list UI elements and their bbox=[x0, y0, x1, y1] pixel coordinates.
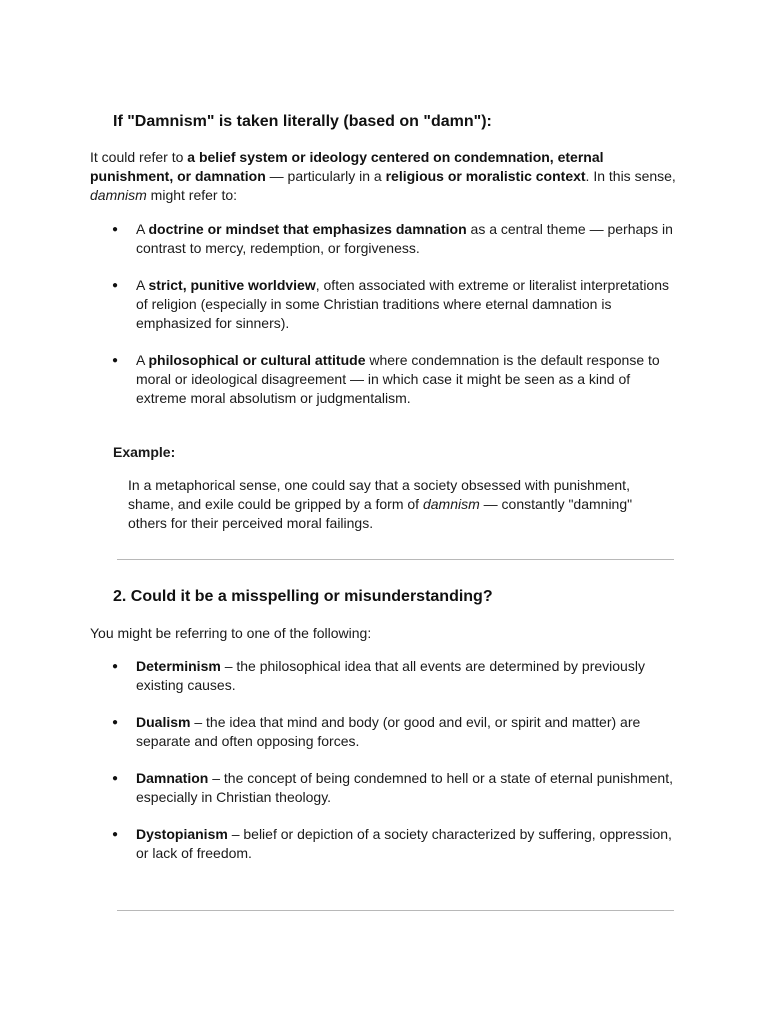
list-item bbox=[112, 657, 682, 695]
list-item-text: , often associated with extreme or literalist interpretations of religion (especially in some Christian traditions where eternal damnation is emphasized for sinners). bbox=[136, 277, 670, 331]
list-item-prefix: A bbox=[136, 277, 149, 293]
intro-bold-2: religious or moralistic context bbox=[385, 168, 586, 184]
list-item-text: – the idea that mind and body (or good and evil, or spirit and matter) are separate and often opposing forces. bbox=[136, 714, 641, 749]
intro-text-3: . In this sense, bbox=[585, 168, 676, 184]
example-paragraph bbox=[128, 476, 648, 533]
list-item bbox=[112, 713, 682, 751]
list-item-term: philosophical or cultural attitude bbox=[148, 352, 366, 368]
list-item-term: doctrine or mindset that emphasizes damnation bbox=[148, 221, 467, 237]
example-text-1: In a metaphorical sense, one could say that a society obsessed with punishment, shame, and exile could be gripped by a form of bbox=[128, 477, 630, 512]
list-item bbox=[112, 825, 682, 863]
list-item-term: Determinism bbox=[136, 658, 221, 674]
list-item-prefix: A bbox=[136, 221, 149, 237]
intro-bold-1: a belief system or ideology centered on condemnation, eternal punishment, or damnation bbox=[90, 149, 604, 184]
example-italic: damnism bbox=[422, 496, 480, 512]
intro-text-2: — particularly in a bbox=[265, 168, 386, 184]
list-item-text: – the philosophical idea that all events are determined by previously existing causes. bbox=[136, 658, 645, 693]
intro-text-4: might refer to: bbox=[146, 187, 238, 203]
section-heading-misspelling: 2. Could it be a misspelling or misunderstanding? bbox=[113, 588, 493, 605]
damnism-meaning-list bbox=[112, 220, 682, 408]
list-item-text: – belief or depiction of a society characterized by suffering, oppression, or lack of freedom. bbox=[136, 826, 672, 861]
list-item bbox=[112, 351, 682, 408]
list-item-text: where condemnation is the default response to moral or ideological disagreement — in which case it might be seen as a kind of extreme moral absolutism or judgmentalism. bbox=[136, 352, 660, 406]
list-item-term: Dualism bbox=[136, 714, 191, 730]
section-heading-literal: If "Damnism" is taken literally (based on "damn"): bbox=[113, 113, 492, 130]
list-item-term: Dystopianism bbox=[136, 826, 228, 842]
list-item-term: strict, punitive worldview bbox=[148, 277, 316, 293]
list-item bbox=[112, 276, 682, 333]
example-text-2: — constantly "damning" others for their perceived moral failings. bbox=[128, 496, 633, 531]
list-item-text: – the concept of being condemned to hell or a state of eternal punishment, especially in Christian theology. bbox=[136, 770, 673, 805]
list-item-text: as a central theme — perhaps in contrast to mercy, redemption, or forgiveness. bbox=[136, 221, 673, 256]
intro-text-1: It could refer to bbox=[90, 149, 188, 165]
alternatives-list bbox=[112, 657, 682, 863]
intro-paragraph bbox=[90, 148, 680, 205]
example-label: Example: bbox=[113, 444, 176, 460]
list-item bbox=[112, 220, 682, 258]
section-divider bbox=[117, 910, 674, 911]
list-item bbox=[112, 769, 682, 807]
intro-italic-1: damnism bbox=[90, 187, 147, 203]
alternatives-intro: You might be referring to one of the following: bbox=[90, 625, 372, 641]
section-divider bbox=[117, 559, 674, 560]
list-item-term: Damnation bbox=[136, 770, 209, 786]
list-item-prefix: A bbox=[136, 352, 149, 368]
